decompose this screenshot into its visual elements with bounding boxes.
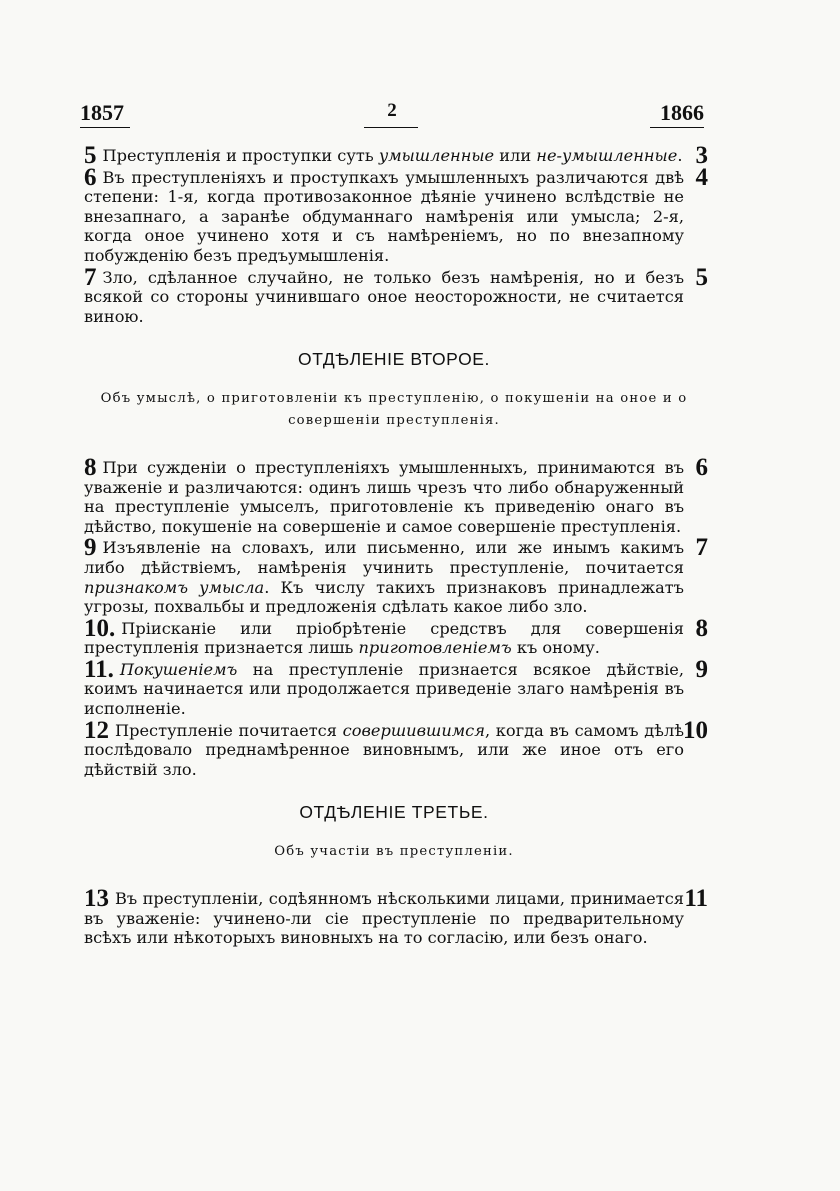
article-text: , когда въ самомъ дѣлѣ послѣдовало преднамѣренное виновнымъ, или же иное отъ его дѣйствій зло. xyxy=(84,720,684,779)
section-subtitle: Объ умыслѣ, о приготовленіи къ преступленію, о покушеніи на оное и о совершеніи преступленія. xyxy=(100,390,688,428)
header-left-rule xyxy=(80,127,130,128)
header-right-rule xyxy=(650,127,704,128)
document-body xyxy=(84,142,708,950)
margin-number: 5 xyxy=(695,263,708,291)
article-text: или xyxy=(494,146,537,165)
article-text: къ оному. xyxy=(511,638,600,658)
margin-number: 7 xyxy=(695,534,708,562)
margin-number: 8 xyxy=(695,614,708,642)
article-number: 6 xyxy=(84,163,97,191)
article-number: 11. xyxy=(84,655,114,683)
article-number: 5 xyxy=(84,142,97,169)
margin-number: 10 xyxy=(683,716,708,744)
margin-number: 11 xyxy=(684,885,708,913)
article-13 xyxy=(84,885,708,948)
page-header xyxy=(80,100,704,130)
margin-number: 6 xyxy=(695,453,708,481)
article-italic: совершившимся xyxy=(342,720,485,740)
article-number: 9 xyxy=(84,534,97,562)
article-number: 7 xyxy=(84,263,97,291)
article-text: Въ преступленіи, содѣянномъ нѣсколькими лицами, принимается въ уваженіе: учинено-ли сіе преступленіе по предварительному всѣхъ или нѣкоторыхъ виновныхъ на то согласію, или безъ онаго. xyxy=(84,889,684,948)
article-number: 12 xyxy=(84,716,109,744)
article-text: . xyxy=(677,146,683,165)
section-title: ОТДѢЛЕНІЕ ТРЕТЬЕ. xyxy=(299,802,489,823)
article-text: Зло, сдѣланное случайно, не только безъ намѣренія, но и безъ всякой со стороны учинившаго оное неосторожности, не считается виною. xyxy=(84,267,684,326)
section-title: ОТДѢЛЕНІЕ ВТОРОЕ. xyxy=(297,349,491,370)
page-number: 2 xyxy=(387,100,397,121)
article-8 xyxy=(84,453,708,536)
header-left-year: 1857 xyxy=(80,100,124,125)
article-text: Изъявленіе на словахъ, или письменно, или же инымъ какимъ либо дѣйствіемъ, намѣренія учинить преступленіе, почитается xyxy=(84,538,684,577)
header-center-rule xyxy=(364,127,418,128)
margin-number: 4 xyxy=(695,163,708,191)
article-11 xyxy=(84,655,708,719)
article-number: 13 xyxy=(84,885,109,913)
article-9 xyxy=(84,534,708,617)
article-number: 10. xyxy=(84,614,116,642)
article-italic: умышленные xyxy=(378,146,495,165)
article-5 xyxy=(84,142,708,169)
article-italic: Покушеніемъ xyxy=(119,659,238,679)
article-text: на преступленіе признается всякое дѣйствіе, коимъ начинается или продолжается приведеніе злаго намѣренія въ исполненіе. xyxy=(84,659,684,719)
margin-number: 9 xyxy=(695,655,708,683)
article-12 xyxy=(84,716,708,780)
article-text: Преступленія и проступки суть xyxy=(102,146,379,165)
article-7 xyxy=(84,263,708,327)
article-text: Преступленіе почитается xyxy=(115,720,343,740)
article-text: Въ преступленіяхъ и проступкахъ умышленныхъ различаются двѣ степени: 1-я, когда противозаконное дѣяніе учинено вслѣдствіе не внезапнаго, а заранѣе обдуманнаго намѣренія или умысла; 2-я, когда оное учинено хотя и съ намѣреніемъ, но по внезапному побужденію безъ предъумышленія. xyxy=(84,167,684,265)
article-text: Пріисканіе или пріобрѣтеніе средствъ для совершенія преступленія признается лишь xyxy=(84,618,684,658)
article-text: . Къ числу такихъ признаковъ принадлежатъ угрозы, похвальбы и предложенія сдѣлать какое либо зло. xyxy=(84,577,684,617)
header-right-year: 1866 xyxy=(660,100,704,125)
article-6 xyxy=(84,163,708,266)
margin-number: 3 xyxy=(695,142,708,169)
article-italic: приготовленіемъ xyxy=(358,638,512,658)
article-italic: признакомъ умысла xyxy=(84,577,265,597)
article-10 xyxy=(84,614,708,658)
section-subtitle: Объ участіи въ преступленіи. xyxy=(274,844,514,860)
article-number: 8 xyxy=(84,453,97,481)
article-italic: не-умышленные xyxy=(536,146,678,165)
article-text: При сужденіи о преступленіяхъ умышленныхъ, принимаются въ уваженіе и различаются: одинъ лишь чрезъ что либо обнаруженный на преступленіе умыселъ, приготовленіе къ приведенію онаго въ дѣйство, покушеніе на совершеніе и самое совершеніе преступленія. xyxy=(84,457,684,536)
